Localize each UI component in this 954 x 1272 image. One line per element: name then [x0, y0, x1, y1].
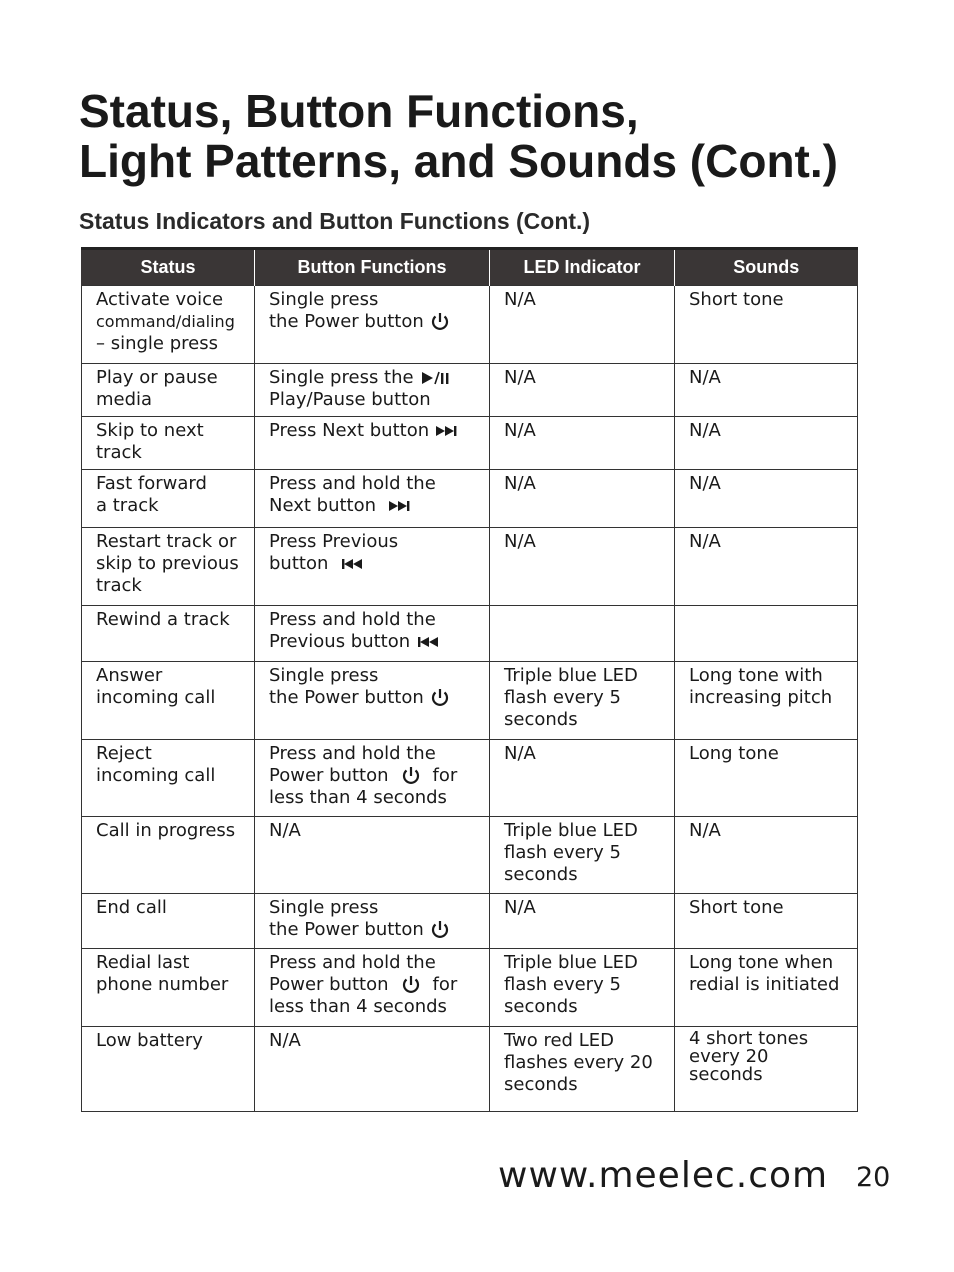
table-row [82, 286, 858, 364]
button-function-cell: Press and hold the Previous button [255, 606, 490, 662]
header-led-indicator: LED Indicator [490, 249, 675, 286]
button-function-cell: Single press the Power button [255, 894, 490, 949]
led-indicator-cell: N/A [490, 528, 675, 606]
table-row [82, 740, 858, 817]
header-status: Status [82, 249, 255, 286]
sounds-cell: Long tone [675, 740, 858, 817]
page-title-line-1: Status, Button Functions, [79, 85, 639, 137]
status-cell: Reject incoming call [82, 740, 255, 817]
led-indicator-cell [490, 606, 675, 662]
status-cell: Restart track or skip to previous track [82, 528, 255, 606]
table-row [82, 364, 858, 417]
footer-website-url: www.meelec.com [498, 1155, 829, 1196]
power-icon [401, 974, 421, 996]
power-icon [401, 765, 421, 787]
table-row [82, 894, 858, 949]
button-function-cell: Press Previous button [255, 528, 490, 606]
table-row [82, 1027, 858, 1112]
play-pause-icon [420, 371, 450, 385]
status-cell: Call in progress [82, 817, 255, 894]
table-row [82, 417, 858, 470]
sounds-cell: N/A [675, 417, 858, 470]
status-cell: Low battery [82, 1027, 255, 1112]
sounds-cell: Short tone [675, 286, 858, 364]
button-function-cell: N/A [255, 817, 490, 894]
page-title-line-2: Light Patterns, and Sounds (Cont.) [79, 135, 838, 187]
button-function-cell: Press Next button [255, 417, 490, 470]
button-function-cell: N/A [255, 1027, 490, 1112]
status-cell: Answer incoming call [82, 662, 255, 740]
status-cell: Rewind a track [82, 606, 255, 662]
header-button-functions: Button Functions [255, 249, 490, 286]
led-indicator-cell: N/A [490, 740, 675, 817]
status-cell: Redial last phone number [82, 949, 255, 1027]
power-icon [430, 687, 450, 709]
sounds-cell: Long tone when redial is initiated [675, 949, 858, 1027]
table-row [82, 949, 858, 1027]
section-subtitle: Status Indicators and Button Functions (Cont.) [79, 208, 591, 234]
sounds-cell: N/A [675, 470, 858, 528]
sounds-cell: 4 short tones every 20 seconds [675, 1027, 858, 1112]
led-indicator-cell: N/A [490, 286, 675, 364]
table-row [82, 662, 858, 740]
led-indicator-cell: N/A [490, 417, 675, 470]
table-row [82, 817, 858, 894]
status-cell: Fast forward a track [82, 470, 255, 528]
button-function-cell: Press and hold the Power button for less than 4 seconds [255, 949, 490, 1027]
table-header-row [82, 249, 858, 286]
power-icon [430, 919, 450, 941]
led-indicator-cell: N/A [490, 364, 675, 417]
status-cell: Activate voice command/dialing – single press [82, 286, 255, 364]
table-row [82, 528, 858, 606]
status-cell: Skip to next track [82, 417, 255, 470]
power-icon [430, 311, 450, 333]
previous-track-icon [340, 557, 364, 571]
page-title [79, 86, 939, 186]
led-indicator-cell: Triple blue LED flash every 5 seconds [490, 817, 675, 894]
table-row [82, 606, 858, 662]
sounds-cell: Short tone [675, 894, 858, 949]
led-indicator-cell: N/A [490, 470, 675, 528]
table-row [82, 470, 858, 528]
led-indicator-cell: Triple blue LED flash every 5 seconds [490, 662, 675, 740]
status-table [81, 247, 858, 1112]
sounds-cell: Long tone with increasing pitch [675, 662, 858, 740]
led-indicator-cell: N/A [490, 894, 675, 949]
next-track-icon [388, 499, 412, 513]
next-track-icon [435, 424, 459, 438]
sounds-cell: N/A [675, 364, 858, 417]
led-indicator-cell: Two red LED flashes every 20 seconds [490, 1027, 675, 1112]
header-sounds: Sounds [675, 249, 858, 286]
button-function-cell: Press and hold the Next button [255, 470, 490, 528]
button-function-cell: Single press the Play/Pause button [255, 364, 490, 417]
status-cell: End call [82, 894, 255, 949]
sounds-cell [675, 606, 858, 662]
button-function-cell: Single press the Power button [255, 286, 490, 364]
led-indicator-cell: Triple blue LED flash every 5 seconds [490, 949, 675, 1027]
page-number: 20 [856, 1162, 891, 1193]
sounds-cell: N/A [675, 817, 858, 894]
button-function-cell: Press and hold the Power button for less than 4 seconds [255, 740, 490, 817]
status-cell: Play or pause media [82, 364, 255, 417]
previous-track-icon [416, 635, 440, 649]
sounds-cell: N/A [675, 528, 858, 606]
button-function-cell: Single press the Power button [255, 662, 490, 740]
